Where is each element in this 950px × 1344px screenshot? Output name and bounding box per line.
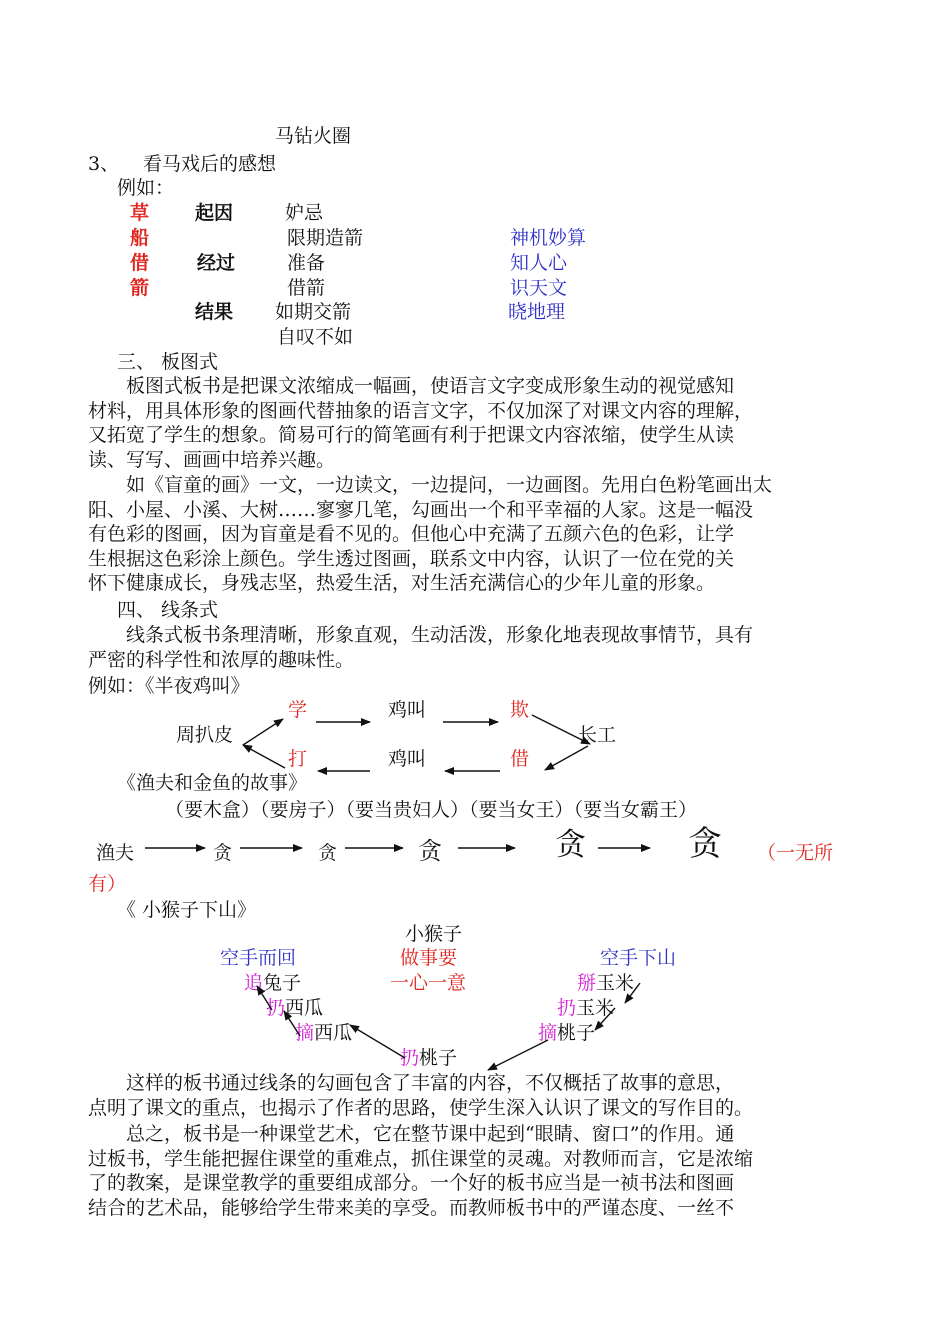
left-item-2: 扔西瓜 <box>266 997 324 1019</box>
borrow-label: 借 <box>510 748 530 770</box>
prepare-text: 准备 <box>287 252 326 274</box>
greed-4: 贪 <box>555 827 586 863</box>
paragraph-1: 板图式板书是把课文浓缩成一幅画，使语言文字变成形象生动的视觉感知 材料，用具体形象的图画代替抽象的语言文字，不仅加深了对课文内容的理解， 又拓宽了学生的想象。简易可行的简笔画有利于把课文内容浓缩，使学生从读 读、写写、画画中培养兴趣。 <box>88 375 754 471</box>
greed-5: 贪 <box>688 824 722 864</box>
landlord-label: 周扒皮 <box>176 724 234 746</box>
deadline-text: 限期造箭 <box>287 227 364 249</box>
paragraph-5: 总之，板书是一种课堂艺术，它在整节课中起到“眼睛、窗口”的作用。通 过板书，学生能把握住课堂的重难点，抓住课堂的灵魂。对教师而言，它是浓缩 了的教案，是课堂教学的重要组成部分。一个好的板书应当是一祯书法和图画 结合的艺术品，能够给学生带来美的享受。而教师板书中的严谨态度、一丝不 <box>88 1123 754 1219</box>
right-head: 空手下山 <box>600 947 677 969</box>
paragraph-3: 线条式板书条理清晰，形象直观，生动活泼，形象化地表现故事情节，具有 严密的科学性和浓厚的趣味性。 <box>88 624 754 671</box>
process-label: 经过 <box>197 252 236 274</box>
item3-text: 看马戏后的感想 <box>143 153 277 175</box>
fisherman-title: 《渔夫和金鱼的故事》 <box>117 772 308 794</box>
left-item-1: 追兔子 <box>244 972 302 994</box>
right-item-3: 摘桃子 <box>538 1022 596 1044</box>
worker-label: 长工 <box>578 724 617 746</box>
mid-head: 做事要 <box>400 947 458 969</box>
monkey-top: 小猴子 <box>405 923 463 945</box>
section-4-heading: 四、 线条式 <box>117 599 219 621</box>
right-item-2: 扔玉米 <box>557 997 615 1019</box>
learn-label: 学 <box>288 699 308 721</box>
vertical-char-2: 船 <box>130 227 150 249</box>
left-head: 空手而回 <box>220 947 297 969</box>
arrow-peach-to-left <box>350 1025 405 1058</box>
arrow-throw-chase <box>257 986 272 1010</box>
vertical-char-1: 草 <box>130 202 150 224</box>
arrow-beat-landlord <box>243 745 285 768</box>
mid-sub: 一心一意 <box>390 972 467 994</box>
borrow-text: 借箭 <box>287 277 326 299</box>
quality-1: 神机妙算 <box>510 227 587 249</box>
arrow-worker-borrow <box>545 746 588 770</box>
circus-line: 马钻火圈 <box>275 125 352 147</box>
crow-label-1: 鸡叫 <box>388 699 427 721</box>
vertical-char-3: 借 <box>130 252 150 274</box>
cause-text: 妒忌 <box>285 202 324 224</box>
monkey-title: 《 小猴子下山》 <box>117 899 257 921</box>
right-item-1: 掰玉米 <box>577 972 635 994</box>
vertical-char-4: 箭 <box>130 277 150 299</box>
arrow-corn-2 <box>595 1008 615 1030</box>
arrow-landlord-learn <box>243 719 283 745</box>
cheat-label: 欺 <box>510 699 530 721</box>
crow-label-2: 鸡叫 <box>388 748 427 770</box>
fisherman-end-b: 有） <box>88 873 127 895</box>
arrow-pick-watermelon-throw <box>284 1011 300 1036</box>
quality-2: 知人心 <box>510 252 568 274</box>
item3-number: 3、 <box>88 153 120 175</box>
bottom-item: 扔桃子 <box>400 1047 458 1069</box>
greed-3: 贪 <box>418 837 442 865</box>
greed-2: 贪 <box>318 842 338 864</box>
paragraph-4: 这样的板书通过线条的勾画包含了丰富的内容，不仅概括了故事的意思， 点明了课文的重点，也揭示了作者的思路，使学生深入认识了课文的写作目的。 <box>88 1072 754 1119</box>
fisherman-end-a: （一无所 <box>757 842 834 864</box>
example-midnight-title: 例如：《半夜鸡叫》 <box>88 675 250 697</box>
left-item-3: 摘西瓜 <box>295 1022 353 1044</box>
sigh-text: 自叹不如 <box>277 326 354 348</box>
quality-4: 晓地理 <box>508 301 566 323</box>
section-3-heading: 三、 板图式 <box>117 351 219 373</box>
arrow-corn-1 <box>625 983 640 1003</box>
greed-1: 贪 <box>213 842 233 864</box>
beat-label: 打 <box>288 748 308 770</box>
quality-3: 识天文 <box>510 277 568 299</box>
fisherman-start: 渔夫 <box>96 842 135 864</box>
paragraph-2: 如《盲童的画》一文，一边读文，一边提问，一边画图。先用白色粉笔画出太 阳、小屋、小溪、大树……寥寥几笔，勾画出一个和平幸福的人家。这是一幅没 有色彩的图画，因为盲童是看不见的。但他心中充满了五颜六色的色彩，让学 生根据这色彩涂上颜色。学生透过图画，联系文中内容，认识了一位在党的关 怀下健康成长，身残志坚，热爱生活，对生活充满信心的少年儿童的形象。 <box>88 474 773 594</box>
result-label: 结果 <box>195 301 234 323</box>
fisherman-demands: （要木盒）（要房子）（要当贵妇人）（要当女王）（要当女霸王） <box>165 799 698 821</box>
cause-label: 起因 <box>195 202 234 224</box>
arrow-peach-right <box>488 1040 548 1070</box>
example-label: 例如： <box>117 177 175 199</box>
deliver-text: 如期交箭 <box>275 301 352 323</box>
arrow-cheat-worker <box>532 715 590 744</box>
